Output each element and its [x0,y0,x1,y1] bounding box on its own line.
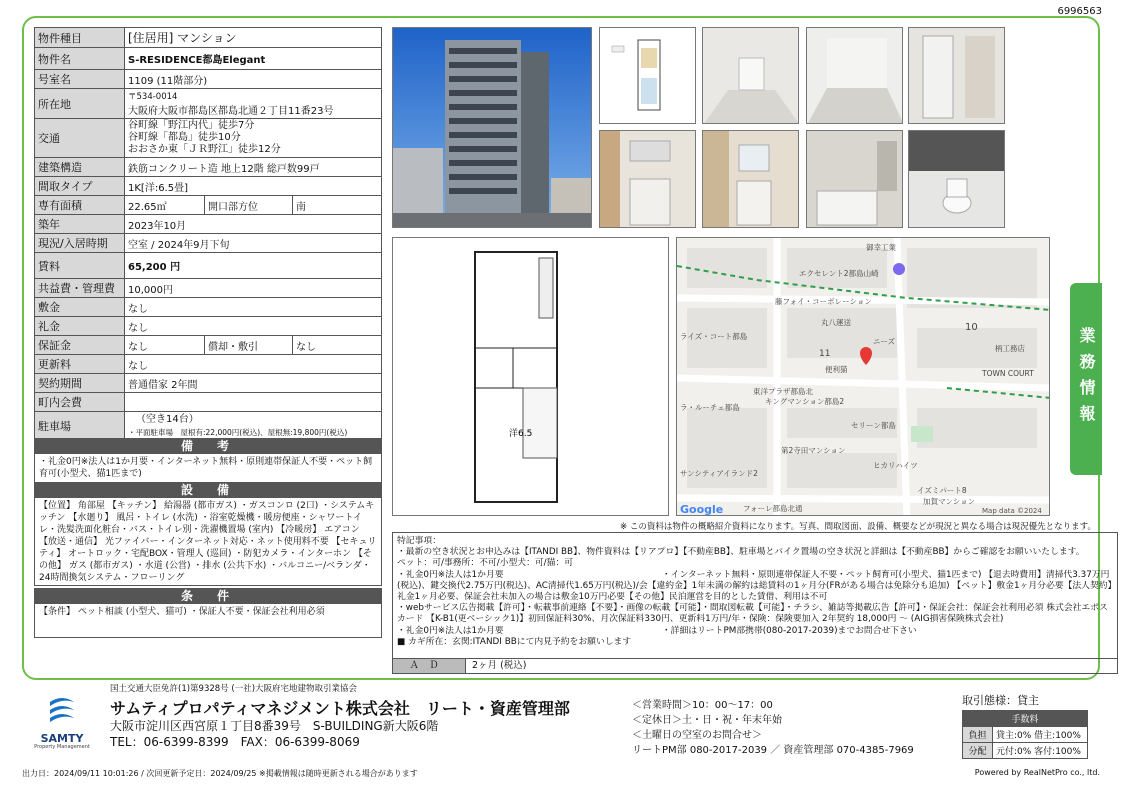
label-name: 物件名 [35,48,125,70]
map-label-18: イズミパート8 [917,486,967,495]
special-line-4: ・webサービス広告掲載【許可】・転載事前連絡【不要】・画像の転載【可能】・間取図転載【可能】・チラシ、雑誌等掲載広告【許可】・保証会社：保証会社利用必須 株式会社エポスカード 【K-B1(更ベーシック1)】初回保証料30%、月次保証料330円、更新料1万円/年・保険：保険要加入 2年契約 18,000円 〜 (AIG損害保険株式会社) [397,603,1108,625]
floorplan-thumb [599,27,696,124]
remarks-text: ・礼金0円※法人は1か月要・インターネット無料・原則連帯保証人不要・ペット飼育可(小型犬、猫1匹まで) [34,454,382,496]
label-guarantee: 保証金 [35,336,125,355]
label-direction: 開口部方位 [205,196,293,215]
room-photo-1 [702,27,799,124]
remarks-header: 備 考 [34,438,382,454]
fee-box [962,692,1088,759]
room-number: 1109 (11階部分) [125,70,382,89]
washroom-photo [702,130,799,228]
equipment-section [34,482,382,586]
conditions-section [34,588,382,638]
layout: 1K[洋:6.5畳] [125,177,382,196]
built-year: 2023年10月 [125,215,382,234]
toilet-photo [908,130,1005,228]
building-photo [392,27,592,228]
license-text: 国土交通大臣免許(1)第9328号 (一社)大阪府宅地建物取引業協会 [110,684,358,694]
guarantee: なし [125,336,205,355]
company-name: サムティプロパティマネジメント株式会社 リート・資産管理部 [110,699,570,718]
fee-split-value: 元付:0% 客付:100% [993,743,1088,759]
conditions-text: 【条件】 ペット相談 (小型犬、猫可) ・保証人不要・保証会社利用必須 [34,604,382,638]
document-id: 6996563 [1057,6,1102,17]
bathroom-photo [806,130,903,228]
print-date: 出力日：2024/09/11 10:01:26 / 次回更新予定日：2024/09/25 ※掲載情報は随時更新される場合があります [22,769,418,778]
label-renewal: 更新料 [35,355,125,374]
powered-by: Powered by RealNetPro co., ltd. [974,768,1100,777]
label-built: 築年 [35,215,125,234]
label-room: 号室名 [35,70,125,89]
label-address: 所在地 [35,89,125,119]
label-layout: 間取タイプ [35,177,125,196]
label-amortization: 償却・敷引 [205,336,293,355]
label-key-money: 礼金 [35,317,125,336]
samty-logo [30,696,94,754]
special-line-0: 特記事項： [397,536,441,546]
special-notes-box [392,532,1118,674]
fee-burden-value: 貸主:0% 借主:100% [993,727,1088,743]
company-tel: TEL：06-6399-8399 FAX：06-6399-8069 [110,735,360,749]
floorplan-room-label: 洋6.5 [509,429,533,439]
access-3: おおさか東「ＪＲ野江」徒歩12分 [128,144,281,155]
label-common-fee: 共益費・管理費 [35,279,125,298]
label-status: 現況/入居時期 [35,234,125,253]
map-label-10: TOWN COURT [982,369,1034,378]
ad-value: 2ヶ月 (税込) [465,659,526,673]
business-info-tab: 業務情報 [1070,283,1102,475]
label-contract: 契約期間 [35,374,125,393]
common-fee: 10,000円 [125,279,382,298]
key-money: なし [125,317,382,336]
special-line-6: ■ カギ所在：玄関:ITANDI BBにて内見予約をお願いします [397,636,632,647]
property-name: S-RESIDENCE都島Elegant [125,48,382,70]
ad-row [393,658,1117,673]
map-label-0: 御幸工業 [866,243,896,252]
map-label-9: 便利猫 [825,365,848,374]
map-label-12: キングマンション都島2 [765,397,845,406]
map-label-20: フォーレ都島北通 [743,504,803,513]
direction: 南 [293,196,382,215]
map-label-16: ヒカリハイツ [873,461,918,470]
contact-phones: リートPM部 080-2017-2039 ／ 資産管理部 070-4385-7969 [632,745,914,756]
label-deposit: 敷金 [35,298,125,317]
label-area: 専有面積 [35,196,125,215]
equipment-header: 設 備 [34,482,382,498]
structure: 鉄筋コンクリート造 地上12階 総戸数99戸 [125,158,382,177]
map-label-11: 東洋プラザ都島北 [753,387,813,396]
spec-table [34,27,382,441]
rent: 65,200 円 [125,253,382,279]
holiday-line: ＜定休日＞土・日・祝・年末年始 [632,715,782,726]
transaction-type: 取引態様：貸主 [962,694,1039,707]
renewal-fee: なし [125,355,382,374]
room-photo-2 [806,27,903,124]
amortization: なし [293,336,382,355]
floorplan-image [392,237,669,516]
google-logo: Google [680,503,724,516]
map-label-19: 加賀マンション [923,497,976,506]
special-line-2: ペット：可/事務所：不可/小型犬：可/猫：可 [397,558,574,569]
map-label-15: 第2寺田マンション [781,446,846,455]
deposit: なし [125,298,382,317]
fee-header: 手数料 [963,711,1088,727]
logo-sub: Property Management [34,744,90,750]
contract-period: 普通借家 2年間 [125,374,382,393]
parking-detail: ・平面駐車場 屋根有:22,000円(税込)、屋根無:19,800円(税込) [128,428,348,437]
equipment-text: 【位置】 角部屋 【キッチン】 給湯器 (都市ガス) ・ガスコンロ (2口) ・システムキッチン 【水廻り】 風呂・トイレ (水洗) ・浴室乾燥機・暖房便座・シャワートイレ・洗髪洗面化粧台・バス・トイレ別・洗濯機置場 (室内) 【冷暖房】 エアコン 【放送・通信】 光ファイバー・インターネット対応・ネット使用料不要 【セキュリティ】 オートロック・宅配BOX・管理人 (巡回) ・防犯カメラ・インターホン 【その他】 ガス (都市ガス) ・水道 (公営) ・排水 (公共下水) ・バルコニー/ベランダ・24時間換気システム・フローリング [34,498,382,586]
label-rent: 賃料 [35,253,125,279]
map[interactable] [676,237,1050,516]
map-label-1: エクセレント2都島山崎 [799,269,879,278]
special-line-3: ・礼金0円※法人は1か月要 ・インターネット無料・原則連帯保証人不要・ペット飼育可(小型犬、猫1匹まで) 【退去時費用】清掃代3.37万円(税込)、鍵交換代2.75万円(税込)、AC清掃代1.65万円(税込)/会【違約金】1年未満の解約は総賃料の1ヶ月分(FRがある場合は免除分も追加) 【ペット】敷金1ヶ月分必要【法人契約】礼金1ヶ月必要、保証会社未加入の場合は敷金10万円必要【その他】民泊運営を目的とした賃借、利用は不可 [397,569,1112,603]
fee-split-label: 分配 [963,743,993,759]
area: 22.65㎡ [125,196,205,215]
map-label-8: 柄工務店 [995,344,1025,353]
neighborhood-fee [125,393,382,412]
label-parking: 駐車場 [35,412,125,441]
map-label-17: サンシティアイランド2 [680,469,758,478]
map-label-4: 10 [965,322,978,333]
value-type: [住居用] マンション [125,28,382,48]
special-line-5: ・礼金0円※法人は1か月要 ・詳細はリートPM部携帯(080-2017-2039)までお問合せ下さい [397,625,917,636]
conditions-header: 条 件 [34,588,382,604]
label-type: 物件種目 [35,28,125,48]
map-label-13: ラ・ルーチェ都島 [680,403,740,412]
map-label-2: 藤フォイ・コーポレーション [775,297,872,306]
access-2: 谷町線「都島」徒歩10分 [128,132,241,143]
fee-burden-label: 負担 [963,727,993,743]
map-label-7: ニーズ [873,337,896,346]
map-label-3: 丸八運送 [821,318,851,327]
map-credit: Map data ©2024 [982,507,1042,515]
hours-line: ＜営業時間＞10：00〜17：00 [632,700,773,711]
parking-availability: （空き14台） [136,414,199,425]
special-line-1: ・最新の空き状況とお申込みは【ITANDI BB】、物件資料は【リアプロ】【不動産BB】、駐車場とバイク置場の空き状況と詳細は【不動産BB】からご確認をお願いいたします。 [397,547,1085,558]
company-address: 大阪市淀川区西宮原１丁目8番39号 S-BUILDING新大阪6階 [110,719,439,733]
label-access: 交通 [35,119,125,158]
saturday-contact-line: ＜土曜日の空室のお問合せ＞ [632,730,762,741]
business-hours [632,698,914,758]
disclaimer-note: ※ この資料は物件の概略紹介資料になります。写真、間取図面、設備、概要などが現況と異なる場合は現況優先となります。 [620,522,1096,532]
label-structure: 建築構造 [35,158,125,177]
map-label-5: ライズ・コート都島 [680,332,748,341]
map-label-6: 11 [819,349,831,359]
map-label-14: セリーン都島 [851,421,896,430]
kitchen-photo [599,130,696,228]
label-neighborhood-fee: 町内会費 [35,393,125,412]
logo-text: SAMTY [40,732,84,745]
status: 空室 / 2024年9月下旬 [125,234,382,253]
postal-code: 〒534-0014 [128,92,178,102]
room-photo-3 [908,27,1005,124]
ad-label: ＡＤ [393,659,465,673]
access-1: 谷町線「野江内代」徒歩7分 [128,120,255,131]
address: 大阪府大阪市都島区都島北通２丁目11番23号 [128,106,334,117]
